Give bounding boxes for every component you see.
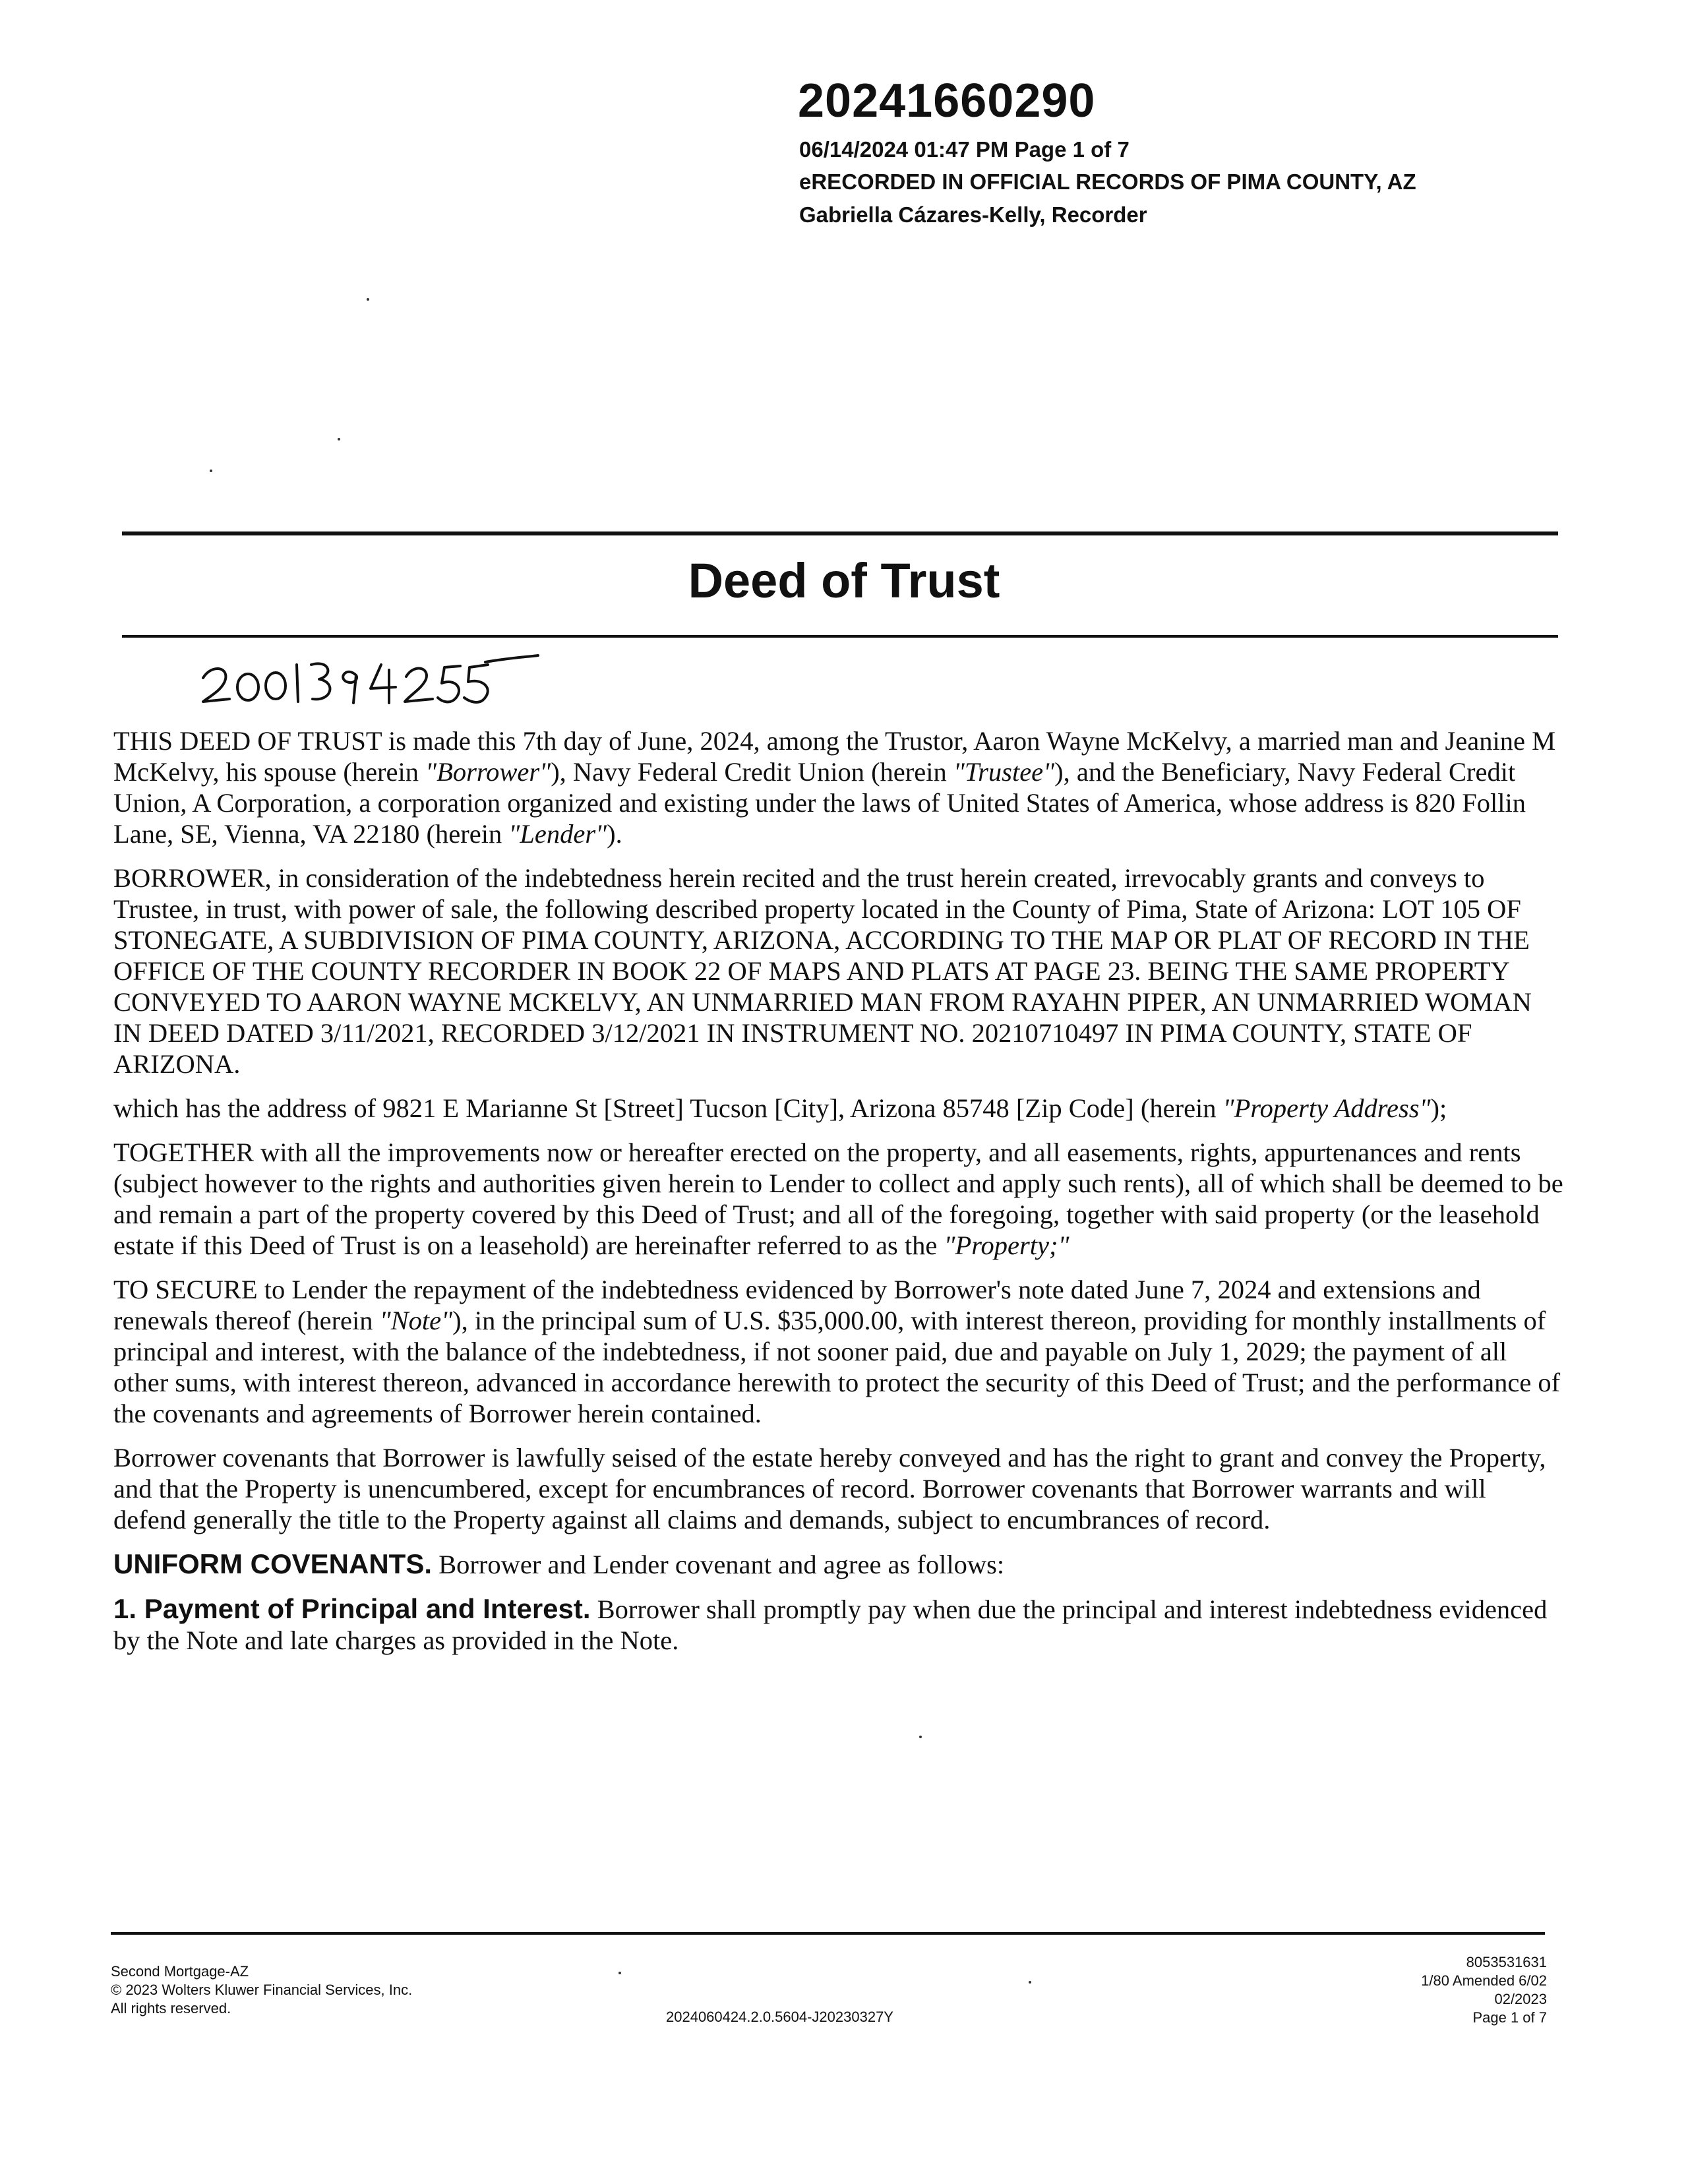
title-rule-top [122, 531, 1558, 535]
secure-text: TO SECURE to Lender the repayment of the indebtedness evidenced by Borrower's note dated June 7, 2024 and extensions and renewals thereof (herein [113, 1275, 1481, 1335]
recorder-name: Gabriella Cázares-Kelly, Recorder [799, 202, 1147, 227]
form-name: Second Mortgage-AZ [111, 1963, 249, 1980]
document-code: 2024060424.2.0.5604-J20230327Y [666, 2009, 893, 2025]
footer-rule [111, 1932, 1545, 1935]
scan-speck [338, 438, 340, 440]
scan-speck [210, 470, 212, 472]
scan-speck [1029, 1981, 1031, 1984]
page-number: Page 1 of 7 [1472, 2009, 1547, 2026]
footer-right [1421, 1953, 1547, 2027]
secure-text: ), in the principal sum of U.S. $35,000.00, with interest thereon, providing for monthly installments of principal and interest, with the balance of the indebtedness, if not sooner paid, due and payable on July 1, 2029; the payment of all other sums, with interest thereon, advanced in accordance herewith to protect the security of this Deed of Trust; and the performance of the covenants and agreements of Borrower herein contained. [113, 1306, 1561, 1428]
uniform-covenants-text: Borrower and Lender covenant and agree as follows: [432, 1550, 1005, 1579]
borrower-term: "Borrower" [425, 757, 551, 787]
section-1-heading: 1. Payment of Principal and Interest. [113, 1593, 591, 1624]
deed-body [113, 725, 1564, 1669]
footer-left [111, 1962, 412, 2018]
recording-datetime: 06/14/2024 01:47 PM Page 1 of 7 [799, 137, 1130, 162]
borrower-covenants-paragraph: Borrower covenants that Borrower is lawfully seised of the estate hereby conveyed and has the right to grant and convey the Property, and that the Property is unencumbered, except for encumbrances of record. Borrower covenants that Borrower warrants and will defend generally the title to the Property against all claims and demands, subject to encumbrances of record. [113, 1443, 1546, 1534]
property-description-paragraph: BORROWER, in consideration of the indebtedness herein recited and the trust herein created, irrevocably grants and conveys to Trustee, in trust, with power of sale, the following described property located in the County of Pima, State of Arizona: LOT 105 OF STONEGATE, A SUBDIVISION OF PIMA COUNTY, ARIZONA, ACCORDING TO THE MAP OR PLAT OF RECORD IN THE OFFICE OF THE COUNTY RECORDER IN BOOK 22 OF MAPS AND PLATS AT PAGE 23. BEING THE SAME PROPERTY CONVEYED TO AARON WAYNE MCKELVY, AN UNMARRIED MAN FROM RAYAHN PIPER, AN UNMARRIED WOMAN IN DEED DATED 3/11/2021, RECORDED 3/12/2021 IN INSTRUMENT NO. 20210710497 IN PIMA COUNTY, STATE OF ARIZONA. [113, 863, 1532, 1079]
together-text: TOGETHER with all the improvements now or hereafter erected on the property, and all easements, rights, appurtenances and rents (subject however to the rights and authorities given herein to Lender to collect and apply such rents), all of which shall be deemed to be and remain a part of the property covered by this Deed of Trust; and all of the foregoing, together with said property (or the leasehold estate if this Deed of Trust is on a leasehold) are hereinafter referred to as the [113, 1138, 1563, 1260]
recording-office: eRECORDED IN OFFICIAL RECORDS OF PIMA COUNTY, AZ [799, 169, 1416, 194]
preamble-text: THIS DEED OF TRUST is made this 7th day of June, 2024, among the Trustor, Aaron Wayne McKelvy, a married man and Jeanine M McKelvy, his spouse (herein [113, 726, 1556, 787]
recording-number: 20241660290 [798, 75, 1096, 127]
property-address-term: "Property Address" [1222, 1093, 1431, 1123]
trustee-term: "Trustee" [953, 757, 1055, 787]
form-date: 02/2023 [1494, 1991, 1547, 2007]
to-secure-paragraph [113, 1274, 1564, 1429]
deed-preamble-paragraph [113, 725, 1564, 849]
scan-speck [618, 1972, 621, 1974]
address-text: which has the address of 9821 E Marianne St [Street] Tucson [City], Arizona 85748 [Zip Code] (herein [113, 1093, 1223, 1123]
copyright: © 2023 Wolters Kluwer Financial Services, Inc. [111, 1982, 413, 1998]
scan-speck [367, 298, 369, 301]
form-revision: 1/80 Amended 6/02 [1421, 1972, 1547, 1989]
property-term: "Property;" [944, 1230, 1070, 1260]
preamble-text: ). [607, 819, 622, 849]
rights-reserved: All rights reserved. [111, 2000, 231, 2017]
uniform-covenants-paragraph [113, 1548, 1564, 1580]
note-term: "Note" [379, 1306, 453, 1335]
lender-term: "Lender" [508, 819, 607, 849]
uniform-covenants-heading: UNIFORM COVENANTS. [113, 1548, 432, 1579]
handwritten-reference-number [198, 649, 541, 708]
property-address-paragraph [113, 1093, 1564, 1124]
title-rule-bottom [122, 635, 1558, 638]
together-paragraph [113, 1137, 1564, 1261]
scan-speck [919, 1736, 922, 1738]
section-1-text: Borrower shall promptly pay when due the principal and interest indebtedness evidenced by the Note and late charges as provided in the Note. [113, 1594, 1548, 1655]
preamble-text: ), and the Beneficiary, Navy Federal Credit Union, A Corporation, a corporation organized and existing under the laws of United States of America, whose address is 820 Follin Lane, SE, Vienna, VA 22180 (herein [113, 757, 1526, 849]
section-1-paragraph [113, 1593, 1564, 1656]
preamble-text: ), Navy Federal Credit Union (herein [551, 757, 953, 787]
loan-number: 8053531631 [1466, 1954, 1547, 1970]
address-text: ); [1430, 1093, 1447, 1123]
document-title: Deed of Trust [688, 553, 1000, 608]
